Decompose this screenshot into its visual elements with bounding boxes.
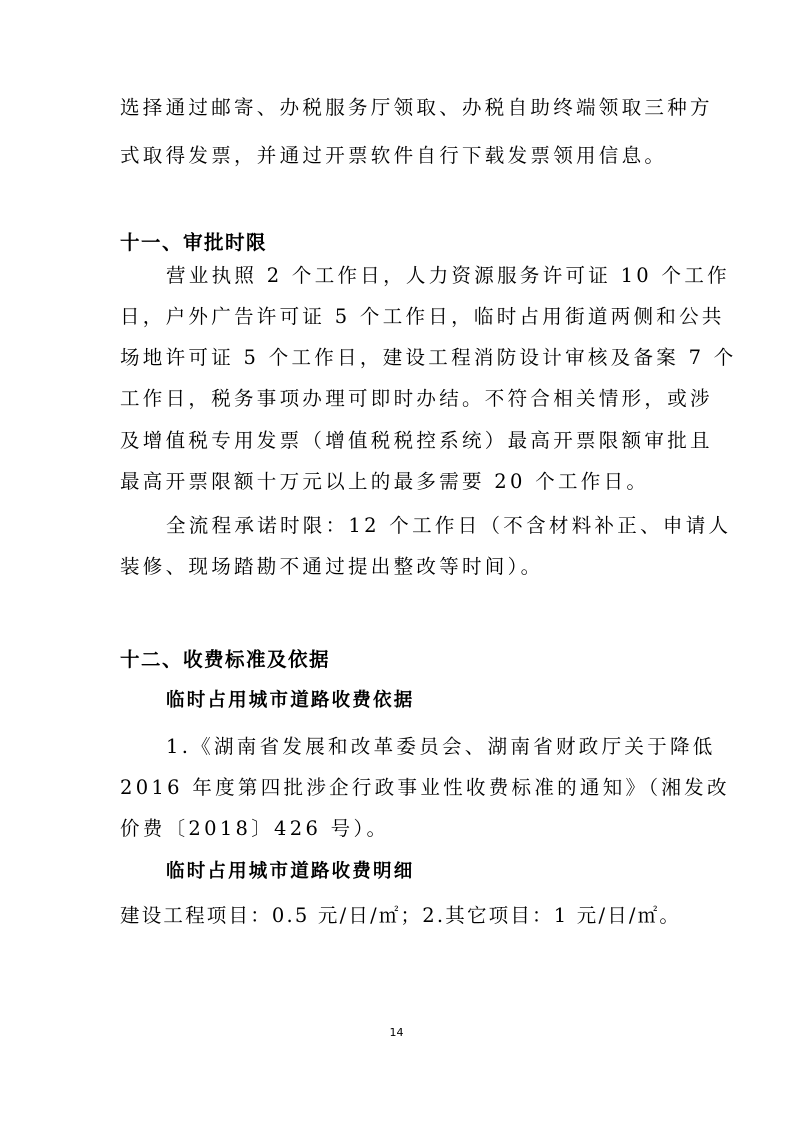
section-11-p1-line-5: 及增值税专用发票（增值税税控系统）最高开票限额审批且 (120, 429, 713, 452)
page-number: 14 (389, 1026, 404, 1039)
fee-basis-line-3: 价费〔2018〕426 号）。 (120, 817, 390, 840)
fee-detail-line: 建设工程项目：0.5 元/日/㎡；2.其它项目：1 元/日/㎡。 (120, 904, 682, 927)
section-11-p2-line-2: 装修、现场踏勘不通过提出整改等时间）。 (120, 555, 544, 578)
fee-basis-line-2: 2016 年度第四批涉企行政事业性收费标准的通知》（湘发改 (120, 776, 730, 799)
intro-line-2: 式取得发票，并通过开票软件自行下载发票领用信息。 (120, 144, 668, 167)
section-11-p1-line-3: 场地许可证 5 个工作日，建设工程消防设计审核及备案 7 个 (120, 346, 737, 369)
fee-detail-title: 临时占用城市道路收费明细 (166, 861, 415, 882)
section-11-p1-line-6: 最高开票限额十万元以上的最多需要 20 个工作日。 (120, 470, 650, 493)
section-11-p1-line-4: 工作日，税务事项办理可即时办结。不符合相关情形，或涉 (120, 387, 713, 410)
section-11-p1-line-2: 日，户外广告许可证 5 个工作日，临时占用街道两侧和公共 (120, 305, 725, 328)
fee-basis-line-1: 1.《湖南省发展和改革委员会、湖南省财政厅关于降低 (166, 735, 716, 758)
section-11-p2-line-1: 全流程承诺时限：12 个工作日（不含材料补正、申请人 (166, 514, 732, 537)
section-11-p1-line-1: 营业执照 2 个工作日，人力资源服务许可证 10 个工作 (166, 264, 730, 287)
section-12-heading: 十二、收费标准及依据 (120, 648, 331, 671)
fee-basis-title: 临时占用城市道路收费依据 (166, 690, 415, 711)
intro-line-1: 选择通过邮寄、办税服务厅领取、办税自助终端领取三种方 (120, 96, 713, 119)
section-11-heading: 十一、审批时限 (120, 231, 268, 254)
